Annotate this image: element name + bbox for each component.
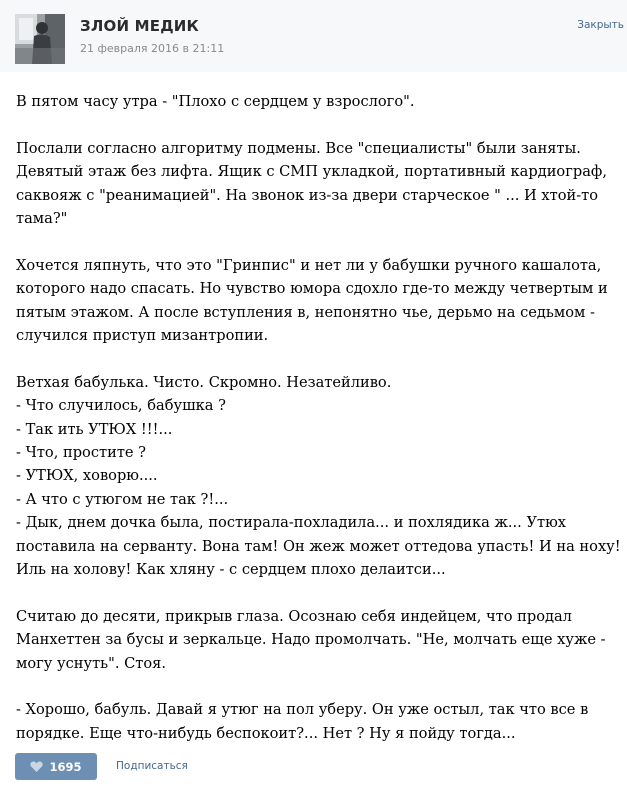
text-line: Манхеттен за бусы и зеркальце. Надо промолчать. "Не, молчать еще хуже - — [16, 631, 606, 649]
paragraph-gap — [16, 581, 614, 604]
paragraph-gap — [16, 230, 614, 253]
text-line: В пятом часу утра - "Плохо с сердцем у взрослого". — [16, 93, 415, 110]
paragraph-gap — [16, 347, 614, 370]
heart-icon — [30, 761, 43, 772]
text-line: могу уснуть". Стоя. — [16, 654, 166, 672]
text-line: порядке. Еще что-нибудь беспокоит?... Нет ? Ну я пойду тогда... — [16, 724, 516, 742]
subscribe-link[interactable]: Подписаться — [116, 760, 188, 772]
text-line: - УТЮХ, ховорю.... — [16, 467, 158, 485]
text-line: - А что с утюгом не так ?!... — [16, 490, 229, 508]
text-line: - Что, простите ? — [16, 444, 146, 462]
text-line: - Дык, днем дочка была, постирала-похладила... и похлядика ж... Утюх — [16, 514, 567, 532]
post-header — [0, 0, 627, 72]
post-date[interactable]: 21 февраля 2016 в 21:11 — [80, 42, 225, 55]
avatar-photo — [15, 14, 65, 64]
post-footer — [0, 750, 627, 789]
text-line: Ветхая бабулька. Чисто. Скромно. Незатейливо. — [16, 373, 392, 391]
text-line: - Что случилось, бабушка ? — [16, 397, 226, 415]
text-line: пятым этажом. А после вступления в, непонятно чье, дерьмо на седьмом - — [16, 303, 595, 321]
like-button[interactable] — [15, 753, 97, 780]
close-link[interactable]: Закрыть — [577, 19, 624, 31]
text-line: - Так ить УТЮХ !!!... — [16, 420, 173, 438]
text-line: случился приступ мизантропии. — [16, 327, 269, 345]
text-line: Иль на холову! Как хляну - с сердцем плохо делаитси... — [16, 561, 446, 579]
text-line: Считаю до десяти, прикрыв глаза. Осознаю себя индейцем, что продал — [16, 607, 572, 625]
text-line: поставила на серванту. Вона там! Он жеж может оттедова упасть! И на ноху! — [16, 537, 621, 555]
text-line: Девятый этаж без лифта. Ящик с СМП укладкой, портативный кардиограф, — [16, 163, 607, 181]
text-line: Хочется ляпнуть, что это "Гринпис" и нет ли у бабушки ручного кашалота, — [16, 256, 602, 274]
text-line: саквояж с "реанимацией". На звонок из-за двери старческое " ... И хтой-то — [16, 186, 599, 204]
post-text — [16, 90, 621, 745]
author-name[interactable]: ЗЛОЙ МЕДИК — [80, 17, 199, 35]
avatar[interactable] — [15, 14, 65, 64]
text-line: Послали согласно алгоритму подмены. Все "специалисты" были заняты. — [16, 139, 581, 157]
text-line: тама?" — [16, 210, 68, 228]
paragraph-gap — [16, 113, 614, 136]
like-count: 1695 — [49, 759, 82, 774]
text-line: - Хорошо, бабуль. Давай я утюг на пол уберу. Он уже остыл, так что все в — [16, 701, 589, 719]
text-line: которого надо спасать. Но чувство юмора сдохло где-то между четвертым и — [16, 280, 608, 298]
paragraph-gap — [16, 675, 614, 698]
